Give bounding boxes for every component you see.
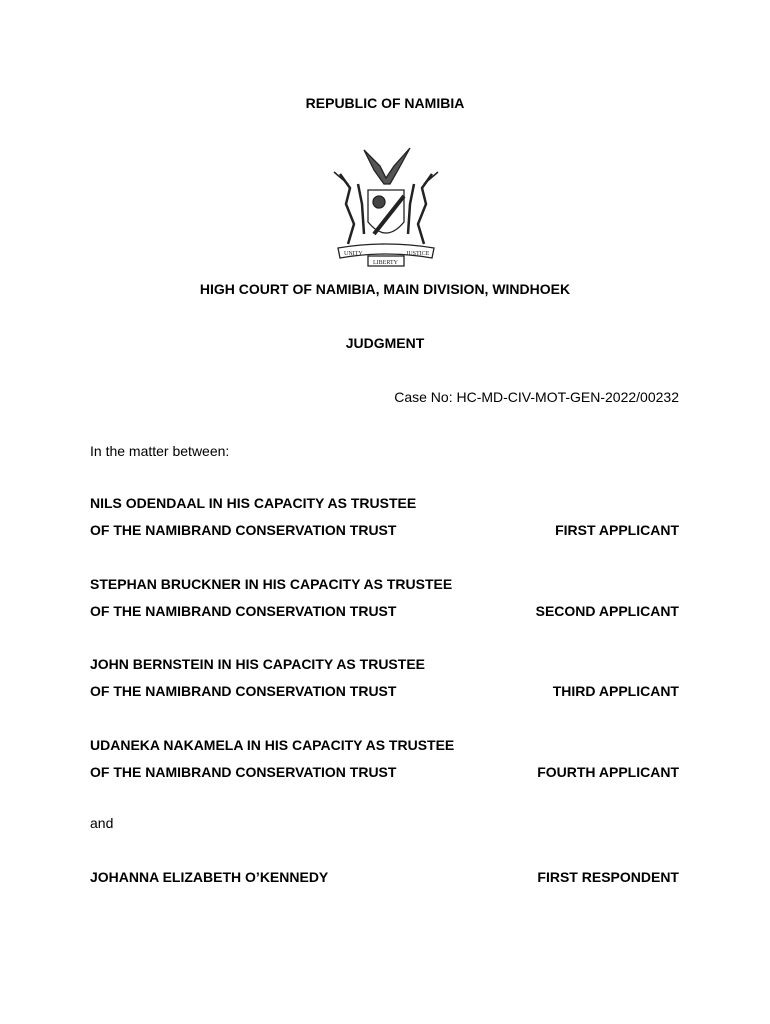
motto-unity: UNITY — [344, 251, 363, 257]
intro-text: In the matter between: — [90, 443, 230, 459]
applicant-role: THIRD APPLICANT — [552, 683, 679, 699]
applicant-name: JOHN BERNSTEIN IN HIS CAPACITY AS TRUSTEE — [90, 656, 426, 672]
conjunction-text: and — [90, 815, 114, 831]
applicant-role: FIRST APPLICANT — [555, 522, 679, 538]
motto-liberty: LIBERTY — [373, 260, 398, 266]
respondent-role: FIRST RESPONDENT — [537, 869, 679, 885]
applicant-name: NILS ODENDAAL IN HIS CAPACITY AS TRUSTEE — [90, 495, 417, 511]
applicant-role: SECOND APPLICANT — [535, 603, 679, 619]
case-number: Case No: HC-MD-CIV-MOT-GEN-2022/00232 — [394, 389, 679, 405]
document-type: JUDGMENT — [345, 335, 425, 351]
applicant-capacity: OF THE NAMIBRAND CONSERVATION TRUST — [90, 683, 397, 699]
motto-justice: JUSTICE — [406, 251, 430, 257]
applicant-capacity: OF THE NAMIBRAND CONSERVATION TRUST — [90, 522, 397, 538]
country-heading: REPUBLIC OF NAMIBIA — [305, 95, 465, 111]
applicant-name: UDANEKA NAKAMELA IN HIS CAPACITY AS TRUSTEE — [90, 737, 455, 753]
applicant-capacity: OF THE NAMIBRAND CONSERVATION TRUST — [90, 603, 397, 619]
court-heading: HIGH COURT OF NAMIBIA, MAIN DIVISION, WINDHOEK — [199, 281, 571, 297]
applicant-name: STEPHAN BRUCKNER IN HIS CAPACITY AS TRUSTEE — [90, 576, 453, 592]
applicant-capacity: OF THE NAMIBRAND CONSERVATION TRUST — [90, 764, 397, 780]
applicant-role: FOURTH APPLICANT — [537, 764, 679, 780]
coat-of-arms-logo — [328, 144, 444, 270]
respondent-name: JOHANNA ELIZABETH O’KENNEDY — [90, 869, 329, 885]
